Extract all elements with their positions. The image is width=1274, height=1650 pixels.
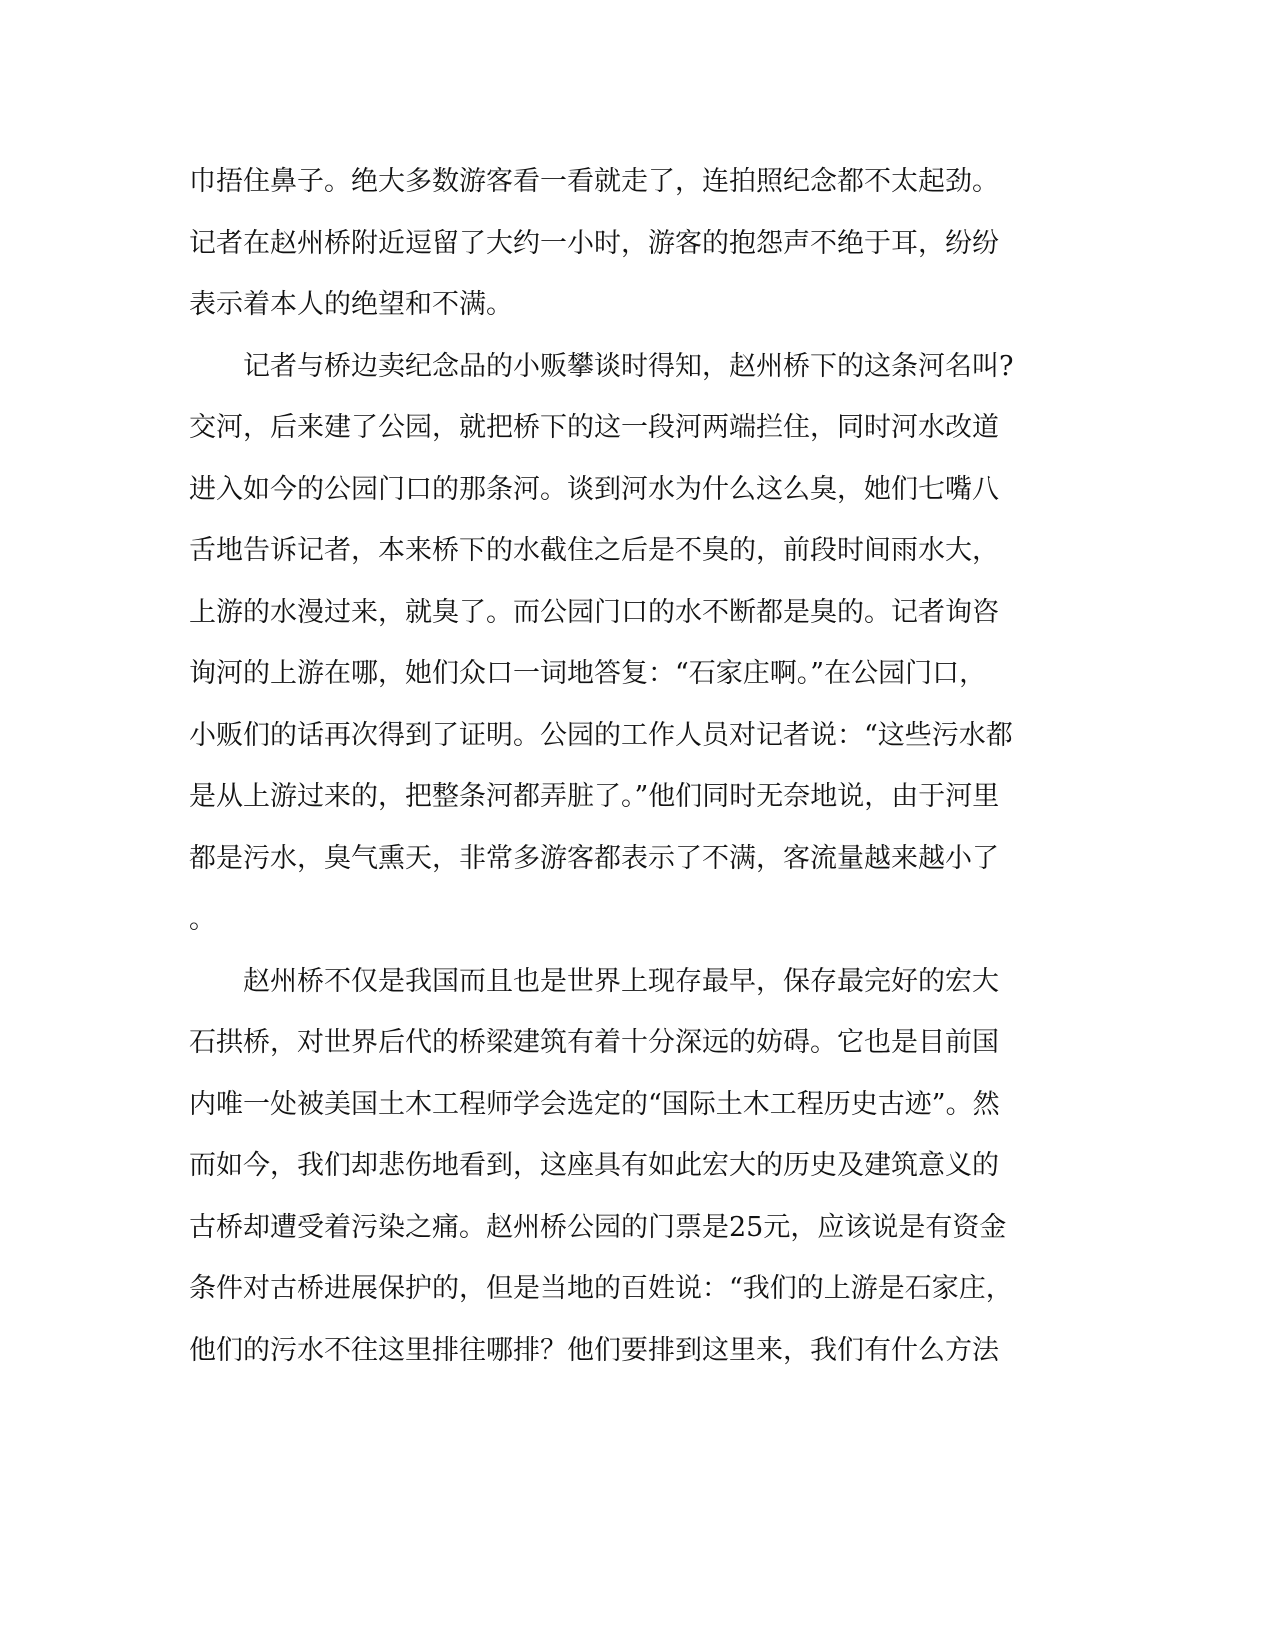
text-line: 内唯一处被美国土木工程师学会选定的“国际土木工程历史古迹”。然 xyxy=(189,1089,1000,1120)
text-line: 表示着本人的绝望和不满。 xyxy=(189,289,513,320)
text-line: 是从上游过来的，把整条河都弄脏了。”他们同时无奈地说，由于河里 xyxy=(189,781,1000,812)
text-line: 询河的上游在哪，她们众口一词地答复：“石家庄啊。”在公园门口， xyxy=(189,658,987,689)
text-line: 赵州桥不仅是我国而且也是世界上现存最早，保存最完好的宏大 xyxy=(189,966,999,997)
text-line: 巾捂住鼻子。绝大多数游客看一看就走了，连拍照纪念都不太起劲。 xyxy=(189,166,999,197)
text-line: 都是污水，臭气熏天，非常多游客都表示了不满，客流量越来越小了 xyxy=(189,843,999,874)
text-line: 石拱桥，对世界后代的桥梁建筑有着十分深远的妨碍。它也是目前国 xyxy=(189,1027,999,1058)
text-line: 他们的污水不往这里排往哪排？他们要排到这里来，我们有什么方法 xyxy=(189,1335,999,1366)
text-line: 上游的水漫过来，就臭了。而公园门口的水不断都是臭的。记者询咨 xyxy=(189,597,999,628)
text-line: 小贩们的话再次得到了证明。公园的工作人员对记者说：“这些污水都 xyxy=(189,720,1013,751)
text-line: 舌地告诉记者，本来桥下的水截住之后是不臭的，前段时间雨水大， xyxy=(189,535,999,566)
text-line: 记者在赵州桥附近逗留了大约一小时，游客的抱怨声不绝于耳，纷纷 xyxy=(189,228,999,259)
text-line: 。 xyxy=(189,904,216,935)
text-line: 而如今，我们却悲伤地看到，这座具有如此宏大的历史及建筑意义的 xyxy=(189,1150,999,1181)
text-line: 进入如今的公园门口的那条河。谈到河水为什么这么臭，她们七嘴八 xyxy=(189,474,999,505)
text-line: 条件对古桥进展保护的，但是当地的百姓说：“我们的上游是石家庄， xyxy=(189,1273,1013,1304)
text-line: 记者与桥边卖纪念品的小贩攀谈时得知，赵州桥下的这条河名叫? xyxy=(189,351,1014,382)
text-line: 古桥却遭受着污染之痛。赵州桥公园的门票是25元，应该说是有资金 xyxy=(189,1212,1007,1243)
text-line: 交河，后来建了公园，就把桥下的这一段河两端拦住，同时河水改道 xyxy=(189,412,999,443)
